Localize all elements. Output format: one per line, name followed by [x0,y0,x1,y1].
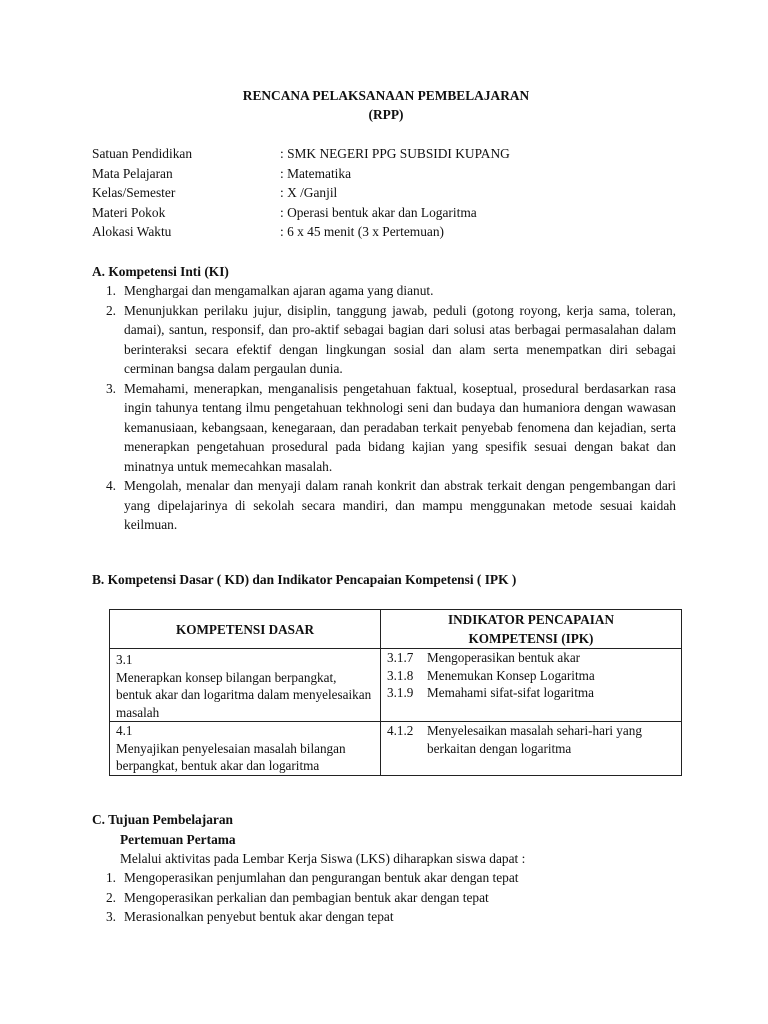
table-row [110,649,682,722]
meta-row [92,203,692,223]
meta-value: : 6 x 45 menit (3 x Pertemuan) [280,224,445,239]
meta-label: Kelas/Semester [92,185,176,200]
list-number: 1. [105,870,116,885]
list-text: Menghargai dan mengamalkan ajaran agama yang dianut. [124,283,434,298]
header-ipk [381,610,682,649]
document-subtitle: (RPP) [368,107,404,122]
ipk-text: Mengoperasikan bentuk akar [427,650,581,665]
ipk-item [387,684,675,702]
list-item [92,281,676,301]
ipk-text: Menyelesaikan masalah sehari-hari yang berkaitan dengan logaritma [427,723,642,756]
list-item [92,907,676,927]
ipk-text: Memahami sifat-sifat logaritma [427,685,594,700]
ipk-item [387,649,675,667]
section-c-heading: C. Tujuan Pembelajaran [92,812,233,827]
ipk-number: 4.1.2 [387,723,414,738]
ipk-item [387,667,675,685]
meta-value: : Matematika [280,165,352,181]
meeting-subheading: Pertemuan Pertama [120,832,236,847]
list-item [92,868,676,888]
ipk-number: 3.1.7 [387,650,414,665]
list-number: 2. [105,889,116,905]
header-ipk-line-1: INDIKATOR PENCAPAIAN [448,612,614,627]
meta-row [92,164,692,184]
table-row [110,722,682,776]
ipk-item [387,722,675,757]
ipk-cell [381,649,682,722]
list-item [92,379,676,477]
meta-value: : Operasi bentuk akar dan Logaritma [280,204,477,220]
ipk-text: Menemukan Konsep Logaritma [427,667,595,683]
list-text: Mengoperasikan penjumlahan dan pengurangan bentuk akar dengan tepat [124,870,519,885]
list-text: Merasionalkan penyebut bentuk akar dengan tepat [124,909,394,924]
meta-label: Alokasi Waktu [92,224,172,239]
list-number: 3. [105,380,116,396]
list-item [92,476,676,535]
list-number: 3. [105,909,116,924]
list-number: 2. [105,302,116,318]
kd-ipk-table [109,609,682,776]
header-ipk-line-2: KOMPETENSI (IPK) [468,631,594,646]
meta-row [92,144,692,164]
document-title: RENCANA PELAKSANAAN PEMBELAJARAN [242,88,530,103]
kd-text: Menyajikan penyelesaian masalah bilangan berpangkat, bentuk akar dan logaritma [116,740,346,773]
list-text: Mengolah, menalar dan menyaji dalam ranah konkrit dan abstrak terkait dengan pengembangan dari yang dipelajarinya di sekolah secara mandiri, dan mampu menggunakan metode sesuai kaidah keilmuan. [124,478,676,532]
meta-row [92,183,692,203]
kd-text: Menerapkan konsep bilangan berpangkat, bentuk akar dan logaritma dalam menyelesaikan masalah [116,669,372,720]
section-a-heading: A. Kompetensi Inti (KI) [92,264,229,279]
list-number: 4. [105,478,116,493]
meta-label: Materi Pokok [92,204,166,220]
list-number: 1. [105,283,116,298]
objectives-intro: Melalui aktivitas pada Lembar Kerja Siswa (LKS) diharapkan siswa dapat : [120,851,526,866]
ipk-number: 3.1.8 [387,667,414,683]
list-text: Menunjukkan perilaku jujur, disiplin, tanggung jawab, peduli (gotong royong, kerja sama, toleran, damai), santun, responsif, dan pro-aktif sebagai bagian dari solusi atas berbagai permasalahan dalam berinteraksi secara efektif dengan lingkungan sosial dan alam serta menempatkan diri sebagai cerminan bangsa dalam pergaulan dunia. [124,302,676,376]
ipk-number: 3.1.9 [387,685,414,700]
learning-objectives-list [92,868,676,927]
list-text: Mengoperasikan perkalian dan pembagian bentuk akar dengan tepat [124,889,489,905]
table-header-row [110,610,682,649]
list-text: Memahami, menerapkan, menganalisis pengetahuan faktual, koseptual, prosedural berdasarkan rasa ingin tahunya tentang ilmu pengetahuan tekhnologi seni dan budaya dan humaniora dengan wawasan kemanusiaan, kebangsaan, kenegaraan, dan peradaban terkait penyebab fenomena dan kejadian, serta menerapkan pengetahuan prosedural pada bidang kajian yang spesifik sesuai dengan bakat dan minatnya untuk memecahkan masalah. [124,380,676,474]
kd-code: 4.1 [116,723,133,738]
identity-block [92,144,692,242]
list-item [92,301,676,379]
header-kd: KOMPETENSI DASAR [110,610,381,649]
kd-cell [110,722,381,776]
kd-code: 3.1 [116,652,133,667]
ipk-cell [381,722,682,776]
kompetensi-inti-list [92,281,676,535]
meta-row [92,222,692,242]
meta-value: : SMK NEGERI PPG SUBSIDI KUPANG [280,146,510,161]
meta-label: Mata Pelajaran [92,165,173,181]
section-b-heading: B. Kompetensi Dasar ( KD) dan Indikator Pencapaian Kompetensi ( IPK ) [92,572,517,587]
meta-value: : X /Ganjil [280,185,338,200]
kd-cell [110,649,381,722]
list-item [92,888,676,908]
meta-label: Satuan Pendidikan [92,146,193,161]
